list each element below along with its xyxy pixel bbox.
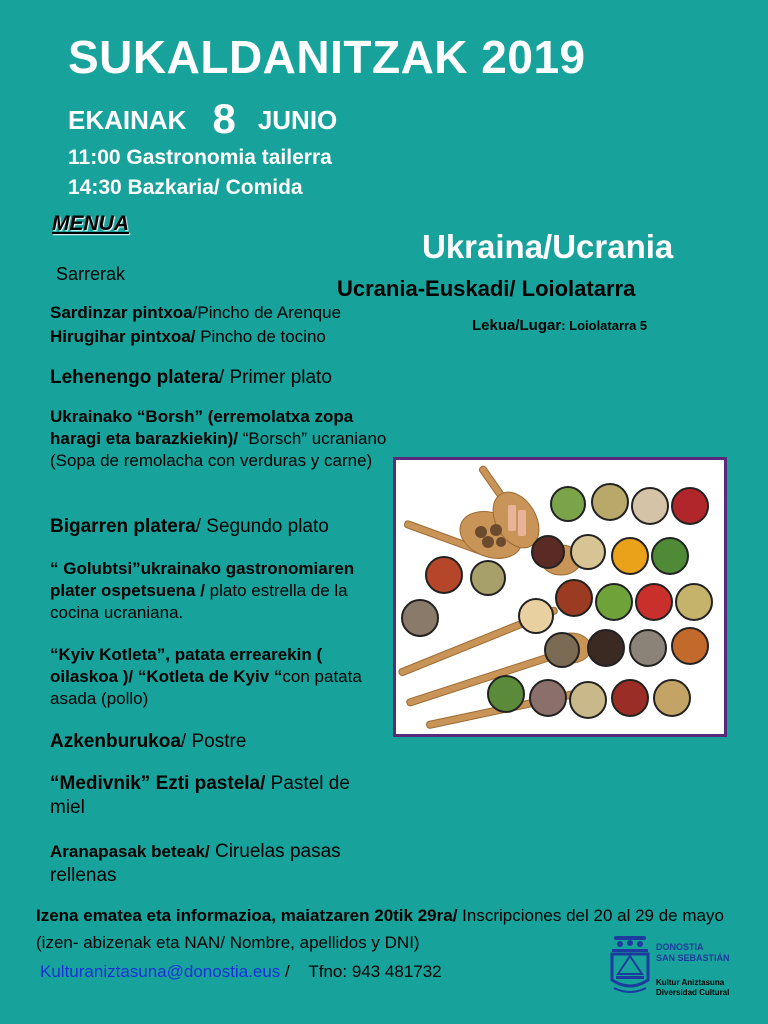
starters-heading: Sarrerak bbox=[56, 264, 126, 284]
dessert-1-es: Pastel de miel bbox=[50, 773, 350, 818]
event-subtitle: Ucrania-Euskadi/ Loiolatarra bbox=[337, 276, 636, 301]
date-es: JUNIO bbox=[257, 105, 338, 135]
second-dish-2-es: con patata asada (pollo) bbox=[50, 667, 362, 708]
schedule-lunch: 14:30 Bazkaria/ Comida bbox=[68, 176, 303, 199]
first-course-eu: Lehenengo platera bbox=[50, 367, 219, 388]
place-label: Lekua/Lugar bbox=[472, 317, 562, 334]
first-course-dish bbox=[50, 406, 395, 472]
contact-line bbox=[40, 962, 442, 982]
second-dish-1-eu: “ Golubtsi”ukrainako gastronomiaren plater ospetsuena / bbox=[50, 559, 355, 600]
contact-separator: / bbox=[280, 962, 309, 981]
second-course-dish-1 bbox=[50, 558, 395, 624]
first-dish-es: “Borsch” ucraniano (Sopa de remolacha con verduras y carne) bbox=[50, 429, 387, 470]
spices-photo bbox=[393, 457, 727, 737]
first-course-es: / Primer plato bbox=[218, 367, 332, 388]
dessert-2-es: Ciruelas pasas rellenas bbox=[50, 841, 341, 886]
logo-line-4: Diversidad Cultural bbox=[656, 988, 730, 997]
place-value: : Loiolatarra 5 bbox=[561, 318, 648, 333]
date-eu: EKAINAK bbox=[68, 105, 187, 135]
starter-1 bbox=[50, 302, 410, 324]
first-dish-eu: Ukrainako “Borsh” (erremolatxa zopa haragi eta barazkiekin)/ bbox=[50, 407, 354, 448]
logo-line-2: SAN SEBASTIÁN bbox=[656, 953, 730, 963]
spices-illustration bbox=[396, 460, 724, 734]
starter-2-eu: Hirugihar pintxoa/ bbox=[50, 327, 196, 346]
starter-2-es: Pincho de tocino bbox=[195, 327, 326, 346]
schedule-workshop: 11:00 Gastronomia tailerra bbox=[68, 146, 332, 169]
phone-number: Tfno: 943 481732 bbox=[308, 962, 442, 981]
starter-2 bbox=[50, 326, 410, 348]
menu-title: MENUA bbox=[52, 212, 129, 235]
starter-1-eu: Sardinzar pintxoa bbox=[50, 303, 193, 322]
second-course-dish-2 bbox=[50, 644, 390, 710]
registration-eu: Izena ematea eta informazioa, maiatzaren 20tik 29ra/ bbox=[36, 906, 458, 925]
poster-title: SUKALDANITZAK 2019 bbox=[68, 31, 586, 83]
donostia-logo bbox=[608, 934, 748, 1000]
dessert-2-eu: Aranapasak beteak/ bbox=[50, 842, 210, 861]
second-course-es: / Segundo plato bbox=[195, 516, 329, 537]
second-dish-2-eu: “Kyiv Kotleta”, patata errearekin ( oilaskoa )/ “Kotleta de Kyiv “ bbox=[50, 645, 323, 686]
first-course-heading bbox=[50, 366, 332, 390]
logo-line-1: DONOSTIA bbox=[656, 942, 704, 952]
event-place bbox=[472, 317, 647, 334]
dessert-eu: Azkenburukoa bbox=[50, 731, 181, 752]
dessert-1 bbox=[50, 772, 390, 820]
dessert-2 bbox=[50, 840, 400, 888]
second-course-heading bbox=[50, 515, 329, 539]
date-day: 8 bbox=[212, 95, 236, 142]
second-dish-1-es: plato estrella de la cocina ucraniana. bbox=[50, 581, 348, 622]
second-course-eu: Bigarren platera bbox=[50, 516, 196, 537]
registration-es: Inscripciones del 20 al 29 de mayo (izen- abizenak eta NAN/ Nombre, apellidos y DNI) bbox=[36, 906, 724, 952]
dessert-1-eu: “Medivnik” Ezti pastela/ bbox=[50, 773, 266, 794]
event-date bbox=[68, 95, 337, 143]
dessert-es: / Postre bbox=[180, 731, 247, 752]
city-emblem-icon bbox=[608, 934, 652, 998]
email-link[interactable]: Kulturaniztasuna@donostia.eus bbox=[40, 962, 281, 981]
logo-line-3: Kultur Aniztasuna bbox=[656, 978, 725, 987]
dessert-heading bbox=[50, 730, 246, 754]
starter-1-es: /Pincho de Arenque bbox=[192, 303, 342, 322]
country-title: Ukraina/Ucrania bbox=[422, 228, 674, 265]
